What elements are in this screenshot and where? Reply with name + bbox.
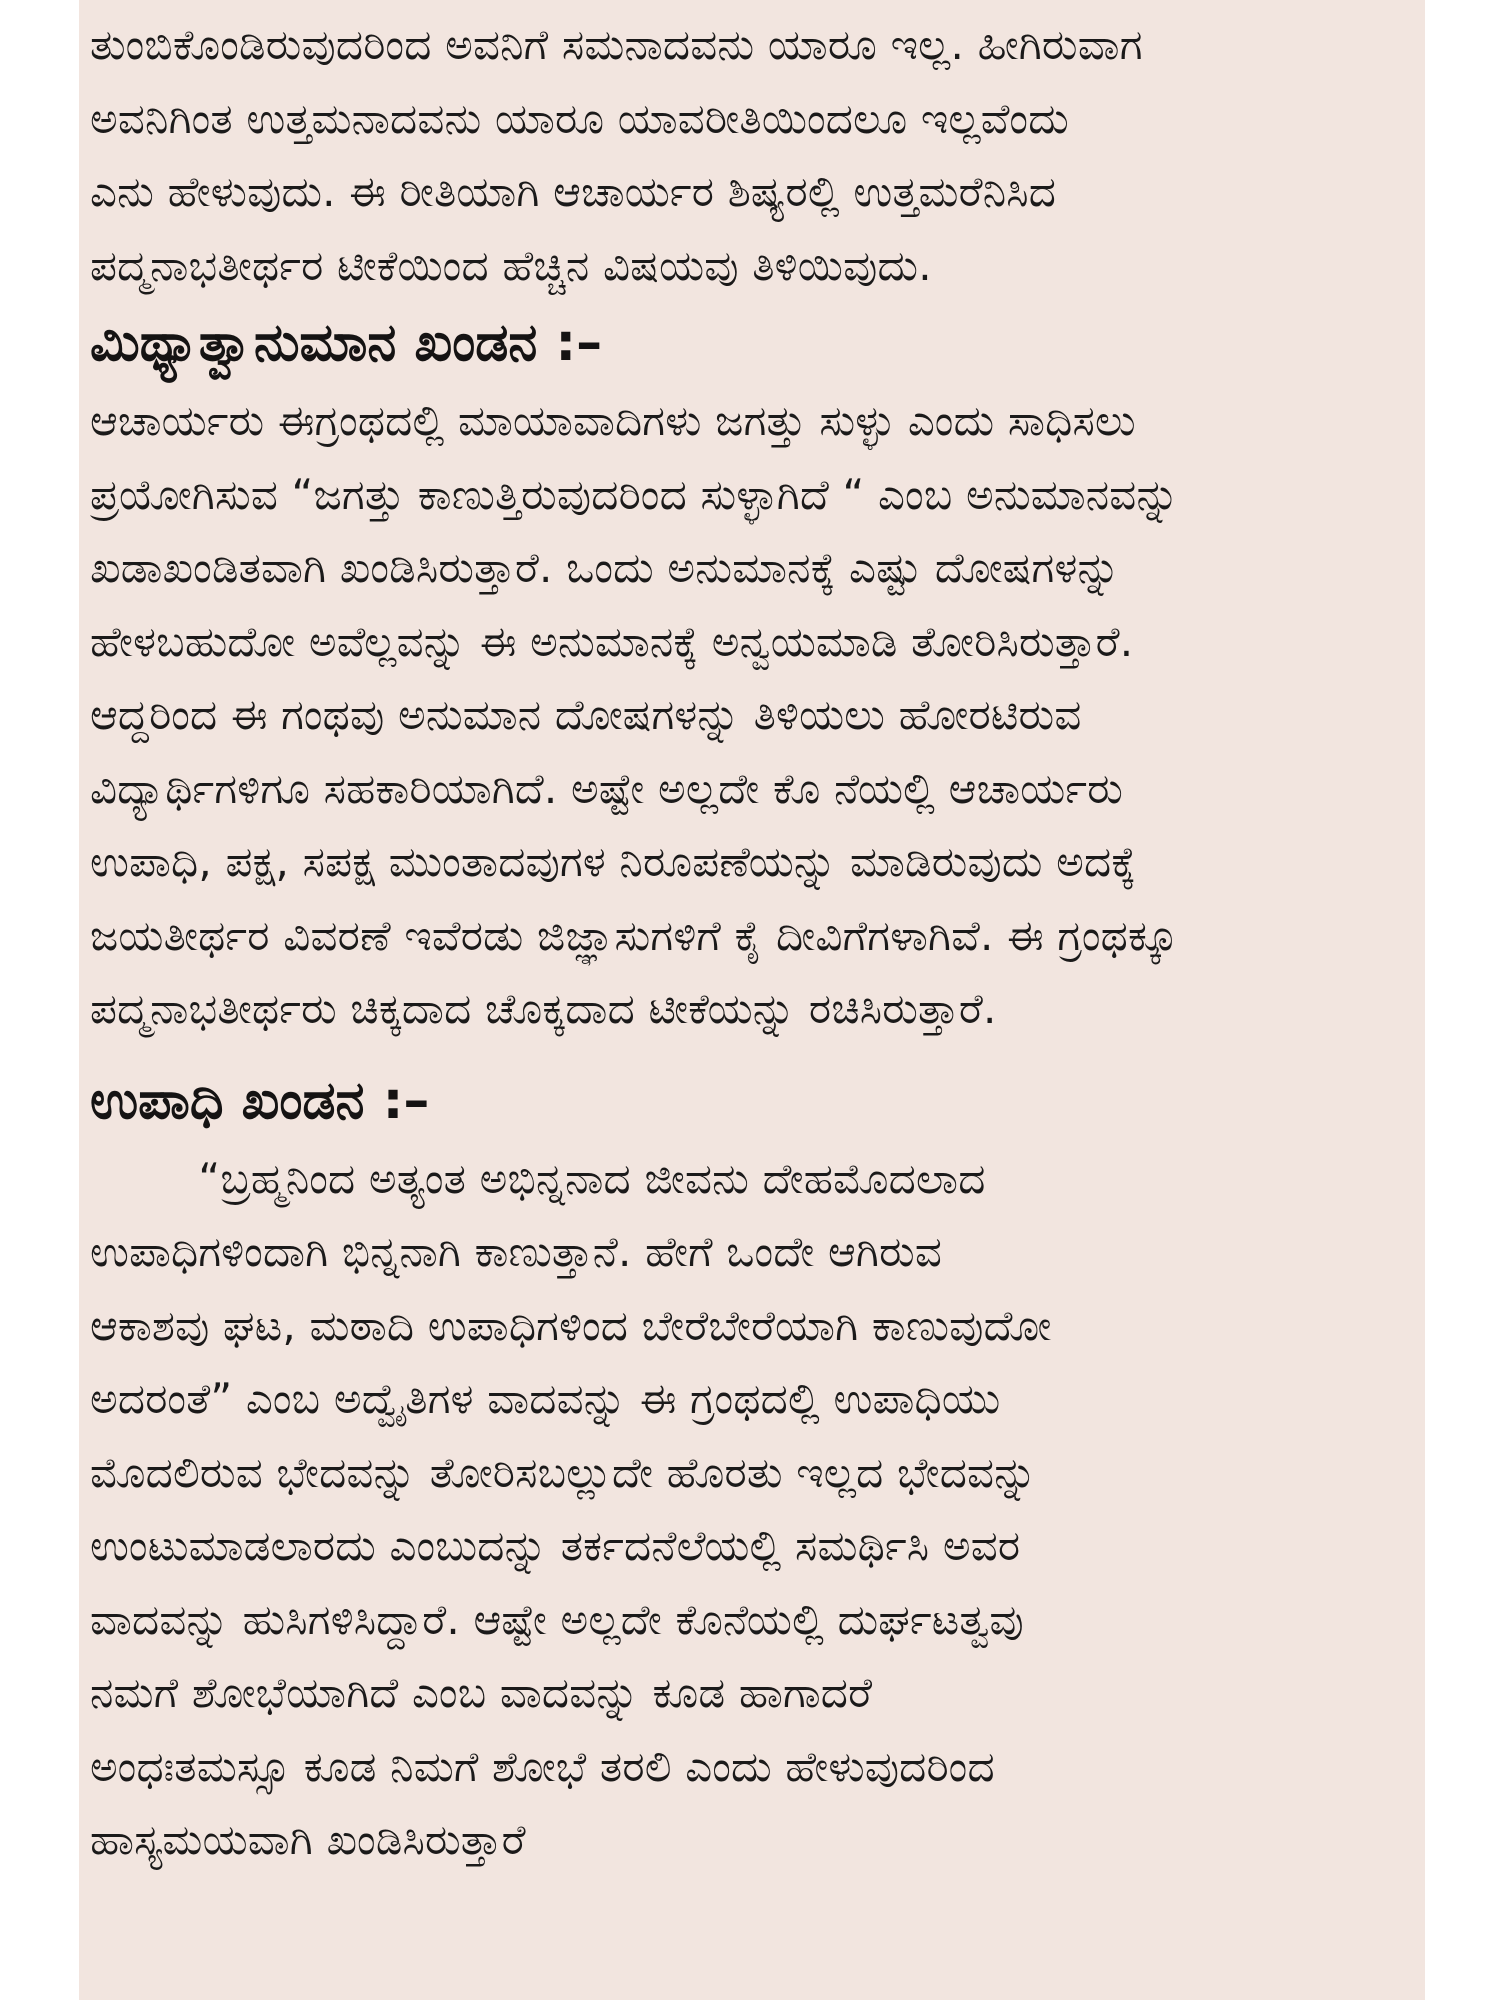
text-line: ನಮಗೆ ಶೋಭೆಯಾಗಿದೆ ಎಂಬ ವಾದವನ್ನು ಕೂಡ ಹಾಗಾದರೆ bbox=[90, 1668, 873, 1717]
text-line: “ಬ್ರಹ್ಮನಿಂದ ಅತ್ಯಂತ ಅಭಿನ್ನನಾದ ಜೀವನು ದೇಹಮೊದಲಾದ bbox=[90, 1153, 986, 1203]
text-line: ಪದ್ಮನಾಭತೀರ್ಥರು ಚಿಕ್ಕದಾದ ಚೊಕ್ಕದಾದ ಟೀಕೆಯನ್ನು ರಚಿಸಿರುತ್ತಾರೆ. bbox=[90, 984, 997, 1033]
text-line: ಪ್ರಯೋಗಿಸುವ “ಜಗತ್ತು ಕಾಣುತ್ತಿರುವುದರಿಂದ ಸುಳ್ಳಾಗಿದೆ “ ಎಂಬ ಅನುಮಾನವನ್ನು bbox=[90, 469, 1180, 519]
section-heading-mithyatvanumana: ಮಿಥ್ಯಾತ್ವಾನುಮಾನ ಖಂಡನ :– bbox=[90, 313, 603, 373]
text-line: ವಿದ್ಯಾರ್ಥಿಗಳಿಗೂ ಸಹಕಾರಿಯಾಗಿದೆ. ಅಷ್ಟೇ ಅಲ್ಲದೇ ಕೊ ನೆಯಲ್ಲಿ ಆಚಾರ್ಯರು bbox=[90, 763, 1124, 813]
section-upadhi-paragraph bbox=[90, 1142, 1415, 1877]
text-line: ಉಂಟುಮಾಡಲಾರದು ಎಂಬುದನ್ನು ತರ್ಕದನೆಲೆಯಲ್ಲಿ ಸಮರ್ಥಿಸಿ ಅವರ bbox=[90, 1521, 1021, 1570]
text-line: ಖಡಾಖಂಡಿತವಾಗಿ ಖಂಡಿಸಿರುತ್ತಾರೆ. ಒಂದು ಅನುಮಾನಕ್ಕೆ ಎಷ್ಟು ದೋಷಗಳನ್ನು bbox=[90, 543, 1121, 592]
text-line: ವಾದವನ್ನು ಹುಸಿಗಳಿಸಿದ್ದಾರೆ. ಆಷ್ಟೇ ಅಲ್ಲದೇ ಕೊನೆಯಲ್ಲಿ ದುರ್ಘಟತ್ವವು bbox=[90, 1594, 1024, 1644]
document-body bbox=[90, 8, 1415, 1877]
text-line: ಅಂಧಃತಮಸ್ಸೂ ಕೂಡ ನಿಮಗೆ ಶೋಭೆ ತರಲಿ ಎಂದು ಹೇಳುವುದರಿಂದ bbox=[90, 1741, 995, 1791]
text-line: ಮೊದಲಿರುವ ಭೇದವನ್ನು ತೋರಿಸಬಲ್ಲುದೇ ಹೊರತು ಇಲ್ಲದ ಭೇದವನ್ನು bbox=[90, 1447, 1037, 1497]
text-line: ತುಂಬಿಕೊಂಡಿರುವುದರಿಂದ ಅವನಿಗೆ ಸಮನಾದವನು ಯಾರೂ ಇಲ್ಲ. ಹೀಗಿರುವಾಗ bbox=[90, 20, 1143, 69]
section-mithyatvanumana-paragraph bbox=[90, 384, 1415, 1046]
text-line: ಎನು ಹೇಳುವುದು. ಈ ರೀತಿಯಾಗಿ ಆಚಾರ್ಯರ ಶಿಷ್ಯರಲ್ಲಿ ಉತ್ತಮರೆನಿಸಿದ bbox=[90, 167, 1057, 216]
text-line: ಅದರಂತೆ” ಎಂಬ ಅದ್ವೈತಿಗಳ ವಾದವನ್ನು ಈ ಗ್ರಂಥದಲ್ಲಿ ಉಪಾಧಿಯು bbox=[90, 1374, 1001, 1423]
text-line: ಉಪಾಧಿ, ಪಕ್ಷ, ಸಪಕ್ಷ ಮುಂತಾದವುಗಳ ನಿರೂಪಣೆಯನ್ನು ಮಾಡಿರುವುದು ಅದಕ್ಕೆ bbox=[90, 837, 1137, 886]
text-line: ಜಯತೀರ್ಥರ ವಿವರಣೆ ಇವೆರಡು ಜಿಜ್ಞಾಸುಗಳಿಗೆ ಕೈ ದೀವಿಗೆಗಳಾಗಿವೆ. ಈ ಗ್ರಂಥಕ್ಕೂ bbox=[90, 910, 1178, 960]
text-line: ಪದ್ಮನಾಭತೀರ್ಥರ ಟೀಕೆಯಿಂದ ಹೆಚ್ಚಿನ ವಿಷಯವು ತಿಳಿಯಿವುದು. bbox=[90, 240, 932, 290]
text-line: ಹೇಳಬಹುದೋ ಅವೆಲ್ಲವನ್ನು ಈ ಅನುಮಾನಕ್ಕೆ ಅನ್ವಯಮಾಡಿ ತೋರಿಸಿರುತ್ತಾರೆ. bbox=[90, 616, 1134, 666]
text-line: ಅವನಿಗಿಂತ ಉತ್ತಮನಾದವನು ಯಾರೂ ಯಾವರೀತಿಯಿಂದಲೂ ಇಲ್ಲವೆಂದು bbox=[90, 93, 1069, 143]
text-line: ಹಾಸ್ಯಮಯವಾಗಿ ಖಂಡಿಸಿರುತ್ತಾರೆ bbox=[90, 1815, 526, 1864]
intro-paragraph bbox=[90, 8, 1415, 302]
text-line: ಉಪಾಧಿಗಳಿಂದಾಗಿ ಭಿನ್ನನಾಗಿ ಕಾಣುತ್ತಾನೆ. ಹೇಗೆ ಒಂದೇ ಆಗಿರುವ bbox=[90, 1227, 943, 1276]
text-line: ಆದ್ದರಿಂದ ಈ ಗಂಥವು ಅನುಮಾನ ದೋಷಗಳನ್ನು ತಿಳಿಯಲು ಹೋರಟಿರುವ bbox=[90, 690, 1082, 739]
text-line: ಆಕಾಶವು ಘಟ, ಮಠಾದಿ ಉಪಾಧಿಗಳಿಂದ ಬೇರೆಬೇರೆಯಾಗಿ ಕಾಣುವುದೋ bbox=[90, 1300, 1052, 1350]
text-line: ಆಚಾರ್ಯರು ಈಗ್ರಂಥದಲ್ಲಿ ಮಾಯಾವಾದಿಗಳು ಜಗತ್ತು ಸುಳ್ಳು ಎಂದು ಸಾಧಿಸಲು bbox=[90, 396, 1136, 445]
section-heading-upadhi: ಉಪಾಧಿ ಖಂಡನ :– bbox=[90, 1070, 430, 1131]
